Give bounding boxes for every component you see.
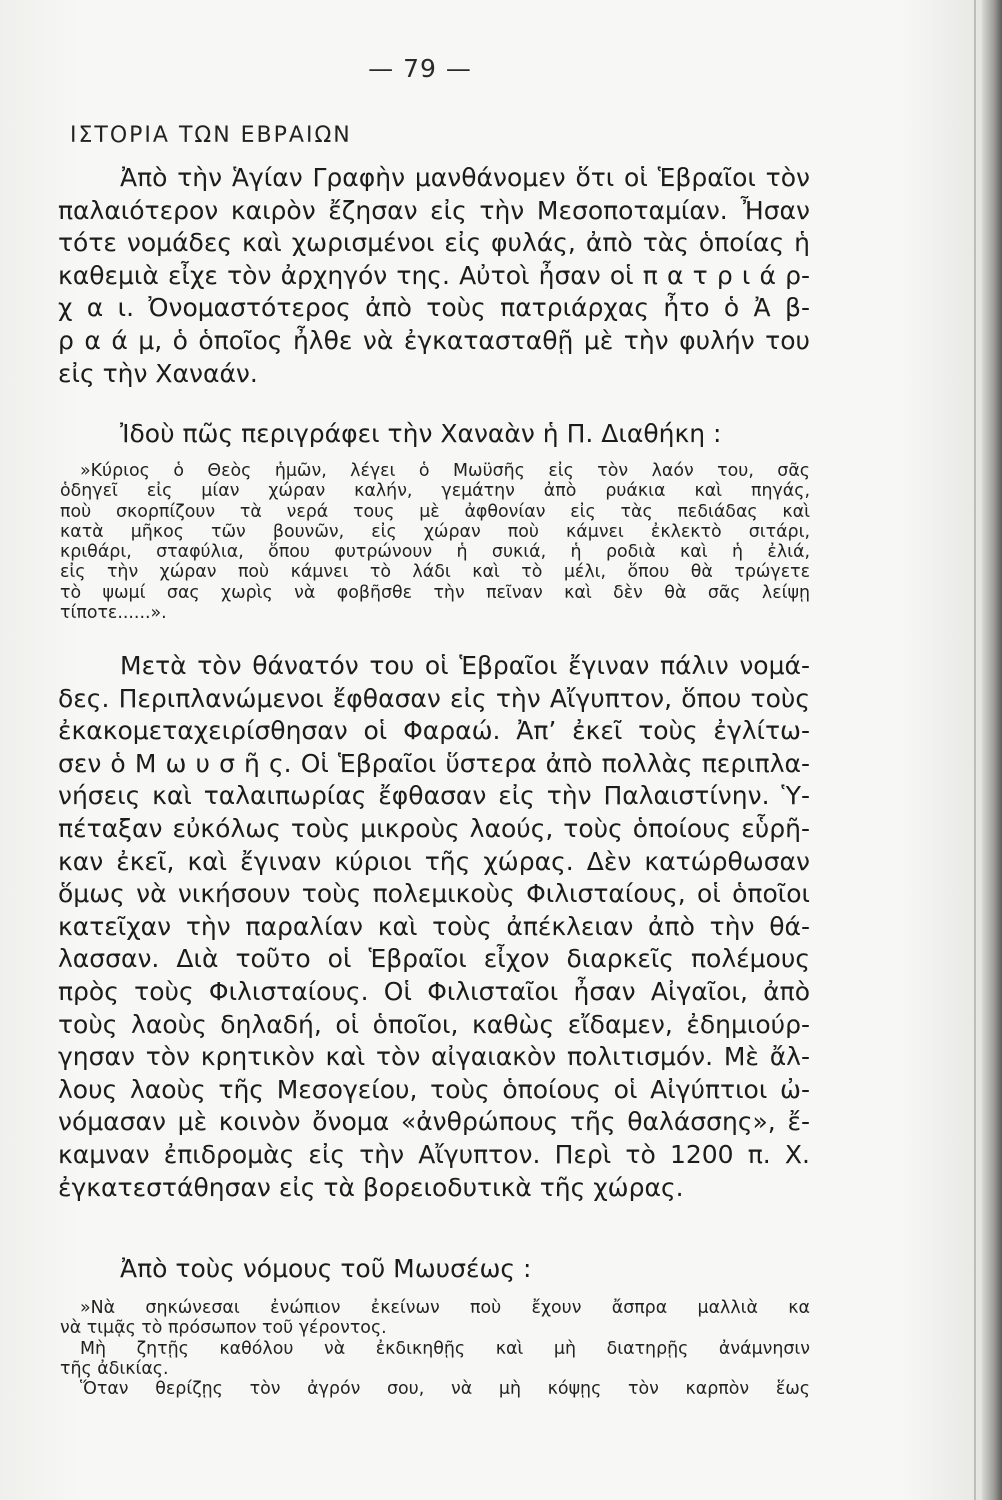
text-line: νόμασαν μὲ κοινὸν ὄνομα «ἀνθρώπους τῆς θαλάσσης», ἔ- <box>58 1107 810 1137</box>
text-line: ρ α ά μ, ὁ ὁποῖος ἦλθε νὰ ἐγκατασταθῇ μὲ τὴν φυλήν του <box>58 325 810 355</box>
text-line: καμναν ἐπιδρομὰς εἰς τὴν Αἴγυπτον. Περὶ τὸ 1200 π. Χ. <box>58 1139 810 1169</box>
text-line: σεν ὁ Μ ω υ σ ῆ ς. Οἱ Ἑβραῖοι ὕστερα ἀπὸ πολλὰς περιπλα- <box>58 748 810 778</box>
text-line: γησαν τὸν κρητικὸν καὶ τὸν αἰγαιακὸν πολιτισμόν. Μὲ ἄλ- <box>58 1042 810 1072</box>
quote-line: »Κύριος ὁ Θεὸς ἡμῶν, λέγει ὁ Μωϋσῆς εἰς τὸν λαόν του, σᾶς <box>80 461 810 481</box>
quote-line: κατὰ μῆκος τῶν βουνῶν, εἰς χώραν ποὺ κάμνει ἐκλεκτὸ σιτάρι, <box>60 521 810 542</box>
quotation-1 <box>60 461 810 623</box>
text-line: Ἀπὸ τὴν Ἁγίαν Γραφὴν μανθάνομεν ὅτι οἱ Ἑβραῖοι τὸν <box>120 163 810 192</box>
paragraph-4 <box>58 1253 810 1286</box>
text-line: λους λαοὺς τῆς Μεσογείου, τοὺς ὁποίους οἱ Αἰγύπτιοι ὠ- <box>58 1074 810 1104</box>
text-line: καν ἐκεῖ, καὶ ἔγιναν κύριοι τῆς χώρας. Δὲν κατώρθωσαν <box>58 846 810 876</box>
quote-line: »Νὰ σηκώνεσαι ἐνώπιον ἐκείνων ποὺ ἔχουν ἄσπρα μαλλιὰ κα <box>80 1298 810 1318</box>
quote-line: εἰς τὴν χώραν ποὺ κάμνει τὸ λάδι καὶ τὸ μέλι, ὅπου θὰ τρώγετε <box>60 562 810 583</box>
section-heading: ΙΣΤΟΡΙΑ ΤΩΝ ΕΒΡΑΙΩΝ <box>70 123 352 148</box>
page-edge-shadow <box>982 0 1002 1500</box>
quote-line: κριθάρι, σταφύλια, ὅπου φυτρώνουν ἡ συκιά, ἡ ροδιὰ καὶ ἡ ἐλιά, <box>60 542 810 563</box>
paragraph-2 <box>58 418 810 451</box>
quote-line: τὸ ψωμί σας χωρὶς νὰ φοβῆσθε τὴν πεῖναν καὶ δὲν θὰ σᾶς λείψῃ <box>60 582 810 603</box>
text-line: λασσαν. Διὰ τοῦτο οἱ Ἑβραῖοι εἶχον διαρκεῖς πολέμους <box>58 944 810 974</box>
text-line: Ἰδοὺ πῶς περιγράφει τὴν Χαναὰν ἡ Π. Διαθήκη : <box>120 419 722 448</box>
text-line: τοὺς λαοὺς δηλαδή, οἱ ὁποῖοι, καθὼς εἴδαμεν, ἐδημιούρ- <box>58 1009 810 1039</box>
text-line: πρὸς τοὺς Φιλισταίους. Οἱ Φιλισταῖοι ἦσαν Αἰγαῖοι, ἀπὸ <box>58 976 810 1006</box>
quote-line: Ὅταν θερίζῃς τὸν ἀγρόν σου, νὰ μὴ κόψῃς τὸν καρπὸν ἕως <box>80 1379 810 1400</box>
text-line: ἐγκατεστάθησαν εἰς τὰ βορειοδυτικὰ τῆς χώρας. <box>58 1172 684 1202</box>
text-line: εἰς τὴν Χαναάν. <box>58 358 258 388</box>
paragraph-3 <box>58 650 810 1204</box>
text-line: Μετὰ τὸν θάνατόν του οἱ Ἑβραῖοι ἔγιναν πάλιν νομά- <box>120 651 810 680</box>
page-fold-line <box>974 0 976 1500</box>
text-line: πέταξαν εὐκόλως τοὺς μικροὺς λαούς, τοὺς ὁποίους εὗρῆ- <box>58 813 810 843</box>
text-line: ὅμως νὰ νικήσουν τοὺς πολεμικοὺς Φιλισταίους, οἱ ὁποῖοι <box>58 879 810 909</box>
text-line: δες. Περιπλανώμενοι ἔφθασαν εἰς τὴν Αἴγυπτον, ὅπου τοὺς <box>58 683 810 713</box>
text-line: χ α ι. Ὀνομαστότερος ἀπὸ τοὺς πατριάρχας ἦτο ὁ Ἀ β- <box>58 293 810 323</box>
text-line: ἐκακομεταχειρίσθησαν οἱ Φαραώ. Ἀπ’ ἐκεῖ τοὺς ἐγλίτω- <box>58 716 810 746</box>
quote-line: τῆς ἀδικίας. <box>60 1358 169 1379</box>
text-line: νήσεις καὶ ταλαιπωρίας ἔφθασαν εἰς τὴν Παλαιστίνην. Ὑ- <box>58 781 810 811</box>
text-line: καθεμιὰ εἶχε τὸν ἀρχηγόν της. Αὐτοὶ ἦσαν οἱ π α τ ρ ι ά ρ- <box>58 260 810 290</box>
quote-line: τίποτε......». <box>60 603 167 624</box>
quote-line: ποὺ σκορπίζουν τὰ νερά τους μὲ ἀφθονίαν εἰς τὰς πεδιάδας καὶ <box>60 501 810 522</box>
text-line: τότε νομάδες καὶ χωρισμένοι εἰς φυλάς, ἀπὸ τὰς ὁποίας ἡ <box>58 228 810 258</box>
text-line: Ἀπὸ τοὺς νόμους τοῦ Μωυσέως : <box>120 1254 532 1283</box>
quote-line: ὁδηγεῖ εἰς μίαν χώραν καλήν, γεμάτην ἀπὸ ρυάκια καὶ πηγάς, <box>60 481 810 502</box>
page-number: — 79 — <box>368 54 472 83</box>
quotation-2 <box>60 1298 810 1399</box>
quote-line: Μὴ ζητῇς καθόλου νὰ ἐκδικηθῇς καὶ μὴ διατηρῇς ἀνάμνησιν <box>80 1338 810 1359</box>
quote-line: νὰ τιμᾷς τὸ πρόσωπον τοῦ γέροντος. <box>60 1318 387 1339</box>
text-line: κατεῖχαν τὴν παραλίαν καὶ τοὺς ἀπέκλειαν ἀπὸ τὴν θά- <box>58 911 810 941</box>
paragraph-1 <box>58 162 810 390</box>
text-line: παλαιότερον καιρὸν ἔζησαν εἰς τὴν Μεσοποταμίαν. Ἦσαν <box>58 195 810 225</box>
